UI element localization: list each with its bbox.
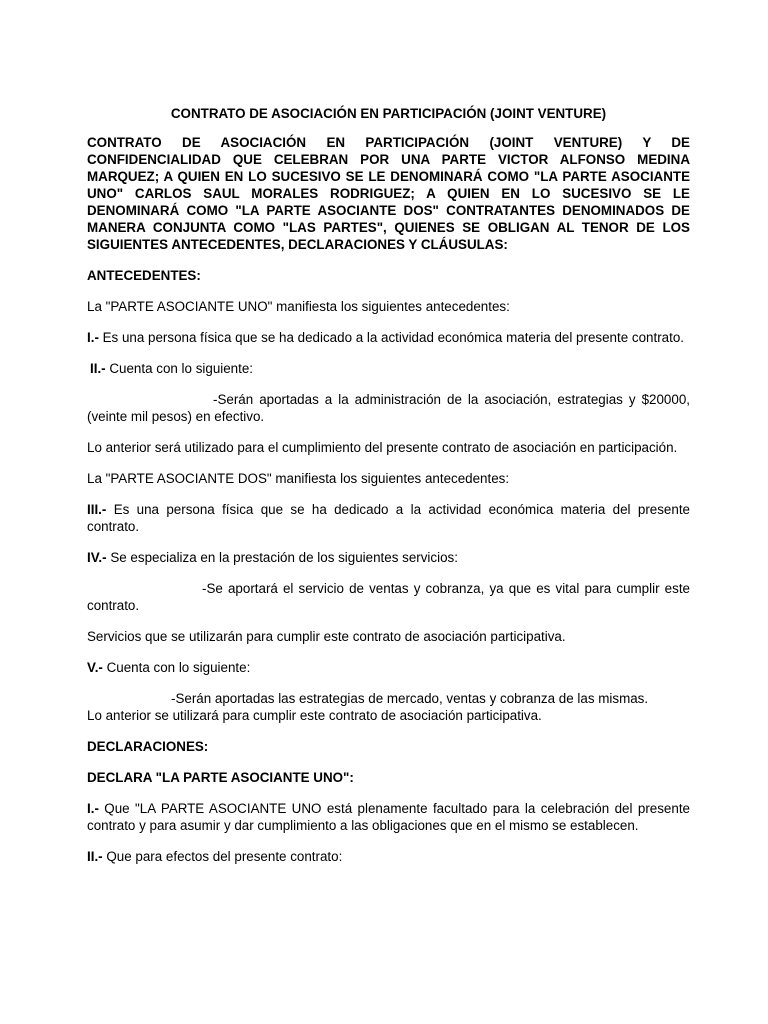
item-iv <box>87 549 690 566</box>
paragraph-parte-uno-antecedentes: La "PARTE ASOCIANTE UNO" manifiesta los siguientes antecedentes: <box>87 299 510 314</box>
item-text: Se especializa en la prestación de los siguientes servicios: <box>106 550 458 565</box>
document-title: CONTRATO DE ASOCIACIÓN EN PARTICIPACIÓN (JOINT VENTURE) <box>170 106 607 121</box>
paragraph-aportaciones: -Serán aportadas a la administración de la asociación, estrategias y $20000, (veinte mil pesos) en efectivo. <box>87 392 690 424</box>
item-i <box>87 329 690 346</box>
paragraph-servicio-ventas: -Se aportará el servicio de ventas y cobranza, ya que es vital para cumplir este contrato. <box>87 581 690 613</box>
declara-parte-uno-heading: DECLARA "LA PARTE ASOCIANTE UNO": <box>87 770 354 785</box>
item-number: II.- <box>87 849 103 864</box>
item-number: IV.- <box>87 550 107 565</box>
item-text: Cuenta con lo siguiente: <box>102 660 251 675</box>
declaracion-ii <box>87 848 690 865</box>
item-v <box>87 659 690 676</box>
item-number: I.- <box>87 330 99 345</box>
item-text: Que para efectos del presente contrato: <box>102 849 343 864</box>
item-number: I.- <box>87 801 99 816</box>
item-text: Es una persona física que se ha dedicado a la actividad económica materia del presente contrato. <box>87 502 690 534</box>
item-ii <box>87 360 690 377</box>
item-number: III.- <box>87 502 107 517</box>
item-iii <box>87 501 690 535</box>
item-text: Que "LA PARTE ASOCIANTE UNO está plenamente facultado para la celebración del presente contrato y para asumir y dar cumplimiento a las obligaciones que en el mismo se establecen. <box>87 801 690 833</box>
item-number: II.- <box>90 361 106 376</box>
item-text: Es una persona física que se ha dedicado a la actividad económica materia del presente contrato. <box>98 330 684 345</box>
paragraph-lo-anterior: Lo anterior será utilizado para el cumplimiento del presente contrato de asociación en participación. <box>87 440 678 455</box>
paragraph-servicios: Servicios que se utilizarán para cumplir este contrato de asociación participativa. <box>87 629 566 644</box>
declaracion-i <box>87 800 690 834</box>
declaraciones-heading: DECLARACIONES: <box>87 739 209 754</box>
contract-intro: CONTRATO DE ASOCIACIÓN EN PARTICIPACIÓN (JOINT VENTURE) Y DE CONFIDENCIALIDAD QUE CELEBRAN POR UNA PARTE VICTOR ALFONSO MEDINA MARQUEZ; A QUIEN EN LO SUCESIVO SE LE DENOMINARÁ COMO "LA PARTE ASOCIANTE UNO" CARLOS SAUL MORALES RODRIGUEZ; A QUIEN EN LO SUCESIVO SE LE DENOMINARÁ COMO "LA PARTE ASOCIANTE DOS" CONTRATANTES DENOMINADOS DE MANERA CONJUNTA COMO "LAS PARTES", QUIENES SE OBLIGAN AL TENOR DE LOS SIGUIENTES ANTECEDENTES, DECLARACIONES Y CLÁUSULAS: <box>87 135 690 252</box>
document-page <box>87 105 690 879</box>
item-number: V.- <box>87 660 103 675</box>
paragraph-lo-anterior-2: Lo anterior se utilizará para cumplir este contrato de asociación participativa. <box>87 708 542 723</box>
paragraph-estrategias: -Serán aportadas las estrategias de mercado, ventas y cobranza de las mismas. <box>171 691 649 706</box>
antecedentes-heading: ANTECEDENTES: <box>87 268 201 283</box>
paragraph-parte-dos-antecedentes: La "PARTE ASOCIANTE DOS" manifiesta los siguientes antecedentes: <box>87 471 510 486</box>
item-text: Cuenta con lo siguiente: <box>105 361 254 376</box>
